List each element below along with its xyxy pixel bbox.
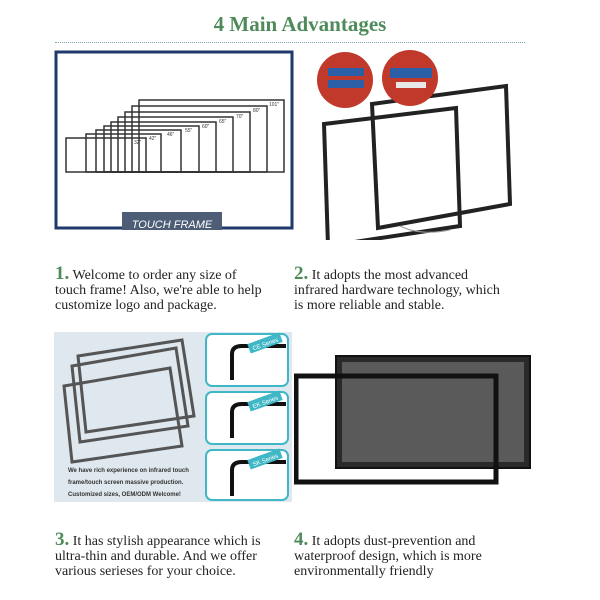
caption-1-line-2: touch frame! Also, we're able to help bbox=[55, 283, 262, 298]
caption-2-line-3: is more reliable and stable. bbox=[294, 298, 445, 313]
caption-1-line-1: Welcome to order any size of bbox=[72, 268, 237, 283]
series-frames-image bbox=[54, 332, 292, 502]
size-label-101: 101" bbox=[269, 102, 280, 108]
series-card-ce bbox=[206, 332, 288, 386]
caption-1-line-3: customize logo and package. bbox=[55, 298, 217, 313]
caption-3-line-3: various serieses for your choice. bbox=[55, 564, 236, 579]
touch-frame-badge: TOUCH FRAME bbox=[131, 219, 213, 230]
caption-3-number: 3. bbox=[55, 529, 70, 550]
size-frames-image bbox=[54, 50, 294, 230]
caption-2 bbox=[294, 263, 500, 313]
promo-line-2: frame/touch screen massive production. bbox=[68, 480, 184, 486]
frame-back bbox=[372, 86, 510, 228]
page-title: 4 Main Advantages bbox=[213, 12, 387, 36]
size-label-70: 70" bbox=[236, 114, 244, 120]
caption-4 bbox=[294, 529, 482, 579]
caption-4-line-3: environmentally friendly bbox=[294, 564, 434, 579]
series-card-sk bbox=[206, 448, 288, 500]
promo-line-3: Customized sizes, OEM/ODM Welcome! bbox=[68, 492, 181, 498]
display-frame-image bbox=[294, 352, 534, 486]
caption-1 bbox=[55, 263, 262, 313]
series-card-ek bbox=[206, 390, 288, 444]
series-label-ce: CE Series bbox=[251, 337, 280, 353]
caption-3 bbox=[55, 529, 261, 579]
caption-4-number: 4. bbox=[294, 529, 309, 550]
series-label-ek: EK Series bbox=[252, 395, 280, 411]
caption-4-line-2: waterproof design, which is more bbox=[294, 549, 482, 564]
size-label-65: 65" bbox=[219, 119, 227, 125]
caption-3-line-2: ultra-thin and durable. And we offer bbox=[55, 549, 257, 564]
size-label-32: 32" bbox=[134, 140, 142, 146]
title-divider bbox=[55, 42, 525, 43]
size-label-42: 42" bbox=[149, 136, 157, 142]
caption-1-number: 1. bbox=[55, 263, 70, 284]
caption-3-line-1: It has stylish appearance which is bbox=[72, 534, 261, 549]
size-label-60: 60" bbox=[202, 124, 210, 130]
caption-4-line-1: It adopts dust-prevention and bbox=[311, 534, 476, 549]
frame-front bbox=[324, 108, 460, 240]
promo-line-1: We have rich experience on infrared touch bbox=[68, 468, 189, 474]
size-label-80: 80" bbox=[253, 108, 261, 114]
series-label-sk: SK Series bbox=[252, 453, 280, 469]
size-label-55: 55" bbox=[185, 128, 193, 134]
frame-hardware-image bbox=[310, 50, 540, 240]
size-label-46: 46" bbox=[167, 132, 175, 138]
caption-2-line-1: It adopts the most advanced bbox=[311, 268, 469, 283]
caption-2-line-2: infrared hardware technology, which bbox=[294, 283, 500, 298]
caption-2-number: 2. bbox=[294, 263, 309, 284]
